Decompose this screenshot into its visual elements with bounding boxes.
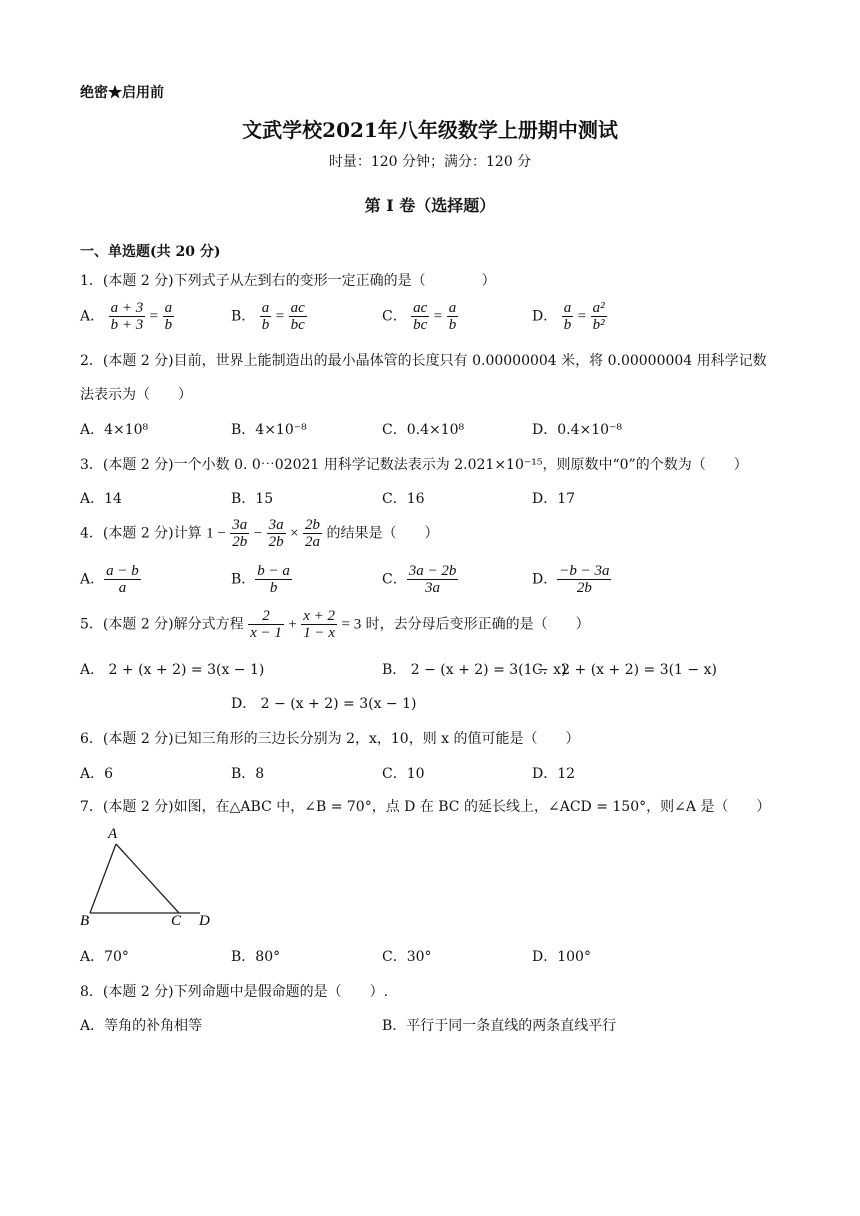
q7-option-a: A．70°	[80, 949, 129, 965]
vertex-c-label: C	[171, 913, 182, 929]
q2-option-b: B．4×10⁻⁸	[231, 422, 307, 438]
question-6-stem: 6．(本题 2 分)已知三角形的三边长分别为 2，x，10，则 x 的值可能是（ ）	[80, 731, 580, 747]
vertex-b-label: B	[80, 913, 90, 929]
q3-option-b: B．15	[231, 491, 274, 507]
q5-option-b: B． 2 − (x + 2) = 3(1 − x)	[382, 662, 567, 678]
q7-option-c: C．30°	[382, 949, 432, 965]
q3-option-d: D．17	[532, 491, 576, 507]
q4-option-a: A． $\frac{a - b}{a}$	[80, 563, 139, 596]
question-3-stem: 3．(本题 2 分)一个小数 0. 0⋯02021 用科学记数法表示为 2.021×10⁻¹⁵，则原数中“0”的个数为（ ）	[80, 457, 748, 473]
question-5-stem: 5．(本题 2 分)解分式方程 $\frac{2}{x - 1}$ + $\frac{x + 2}{1 - x}$ = 3 时，去分母后变形正确的是（ ）	[80, 608, 590, 641]
q1-option-a: A． $\frac{a + 3}{b + 3}$ = $\frac{a}{b}$	[80, 300, 173, 333]
q4-option-b: B． $\frac{b - a}{b}$	[231, 563, 290, 596]
q1-option-d: D． $\frac{a}{b}$ = $\frac{\text{a²}}{\text{b²}}$	[532, 300, 605, 333]
q6-option-c: C．10	[382, 766, 425, 782]
q7-option-d: D．100°	[532, 949, 591, 965]
q4-option-d: D． $\frac{-b - 3a}{2b}$	[532, 563, 610, 596]
question-2-stem: 2．(本题 2 分)目前，世界上能制造出的最小晶体管的长度只有 0.00000004 米，将 0.00000004 用科学记数	[80, 353, 767, 369]
q1-option-b: B． $\frac{a}{b}$ = $\frac{ac}{bc}$	[231, 300, 305, 333]
section-title: 一、单选题(共 20 分)	[80, 244, 221, 260]
q4-option-c: C． $\frac{3a - 2b}{3a}$	[382, 563, 457, 596]
q7-option-b: B．80°	[231, 949, 281, 965]
q8-option-b: B．平行于同一条直线的两条直线平行	[382, 1018, 617, 1034]
q1-option-c: C． $\frac{ac}{bc}$ = $\frac{a}{b}$	[382, 300, 457, 333]
vertex-d-label: D	[199, 913, 210, 929]
q8-option-a: A．等角的补角相等	[80, 1018, 203, 1034]
q5-option-d: D． 2 − (x + 2) = 3(x − 1)	[231, 696, 417, 712]
secret-label: 绝密★启用前	[80, 85, 164, 101]
q6-option-a: A．6	[80, 766, 114, 782]
question-2-stem-cont: 法表示为（ ）	[80, 387, 192, 403]
q5-option-a: A． 2 + (x + 2) = 3(x − 1)	[80, 662, 265, 678]
q5-option-c: C． 2 + (x + 2) = 3(1 − x)	[532, 662, 717, 678]
q2-option-c: C．0.4×10⁸	[382, 422, 465, 438]
q3-option-c: C．16	[382, 491, 425, 507]
question-8-stem: 8．(本题 2 分)下列命题中是假命题的是（ ）.	[80, 984, 389, 1000]
q3-option-a: A．14	[80, 491, 122, 507]
page-title: 文武学校2021年八年级数学上册期中测试	[242, 118, 618, 142]
question-7-stem: 7．(本题 2 分)如图，在△ABC 中，∠B = 70°，点 D 在 BC 的延长线上，∠ACD = 150°，则∠A 是（ ）	[80, 799, 771, 815]
q6-option-b: B．8	[231, 766, 265, 782]
question-4-stem: 4．(本题 2 分)计算 1 − $\frac{3a}{2b}$ − $\frac{3a}{2b}$ × $\frac{2b}{2a}$ 的结果是（ ）	[80, 517, 439, 550]
q2-option-d: D．0.4×10⁻⁸	[532, 422, 623, 438]
exam-meta: 时量：120 分钟；满分：120 分	[328, 154, 532, 170]
q2-option-a: A．4×10⁸	[80, 422, 149, 438]
triangle-figure	[78, 822, 218, 932]
volume-title: 第 I 卷（选择题）	[364, 196, 496, 215]
vertex-a-label: A	[108, 826, 118, 842]
q6-option-d: D．12	[532, 766, 576, 782]
question-1-stem: 1．(本题 2 分)下列式子从左到右的变形一定正确的是（ ）	[80, 273, 496, 289]
